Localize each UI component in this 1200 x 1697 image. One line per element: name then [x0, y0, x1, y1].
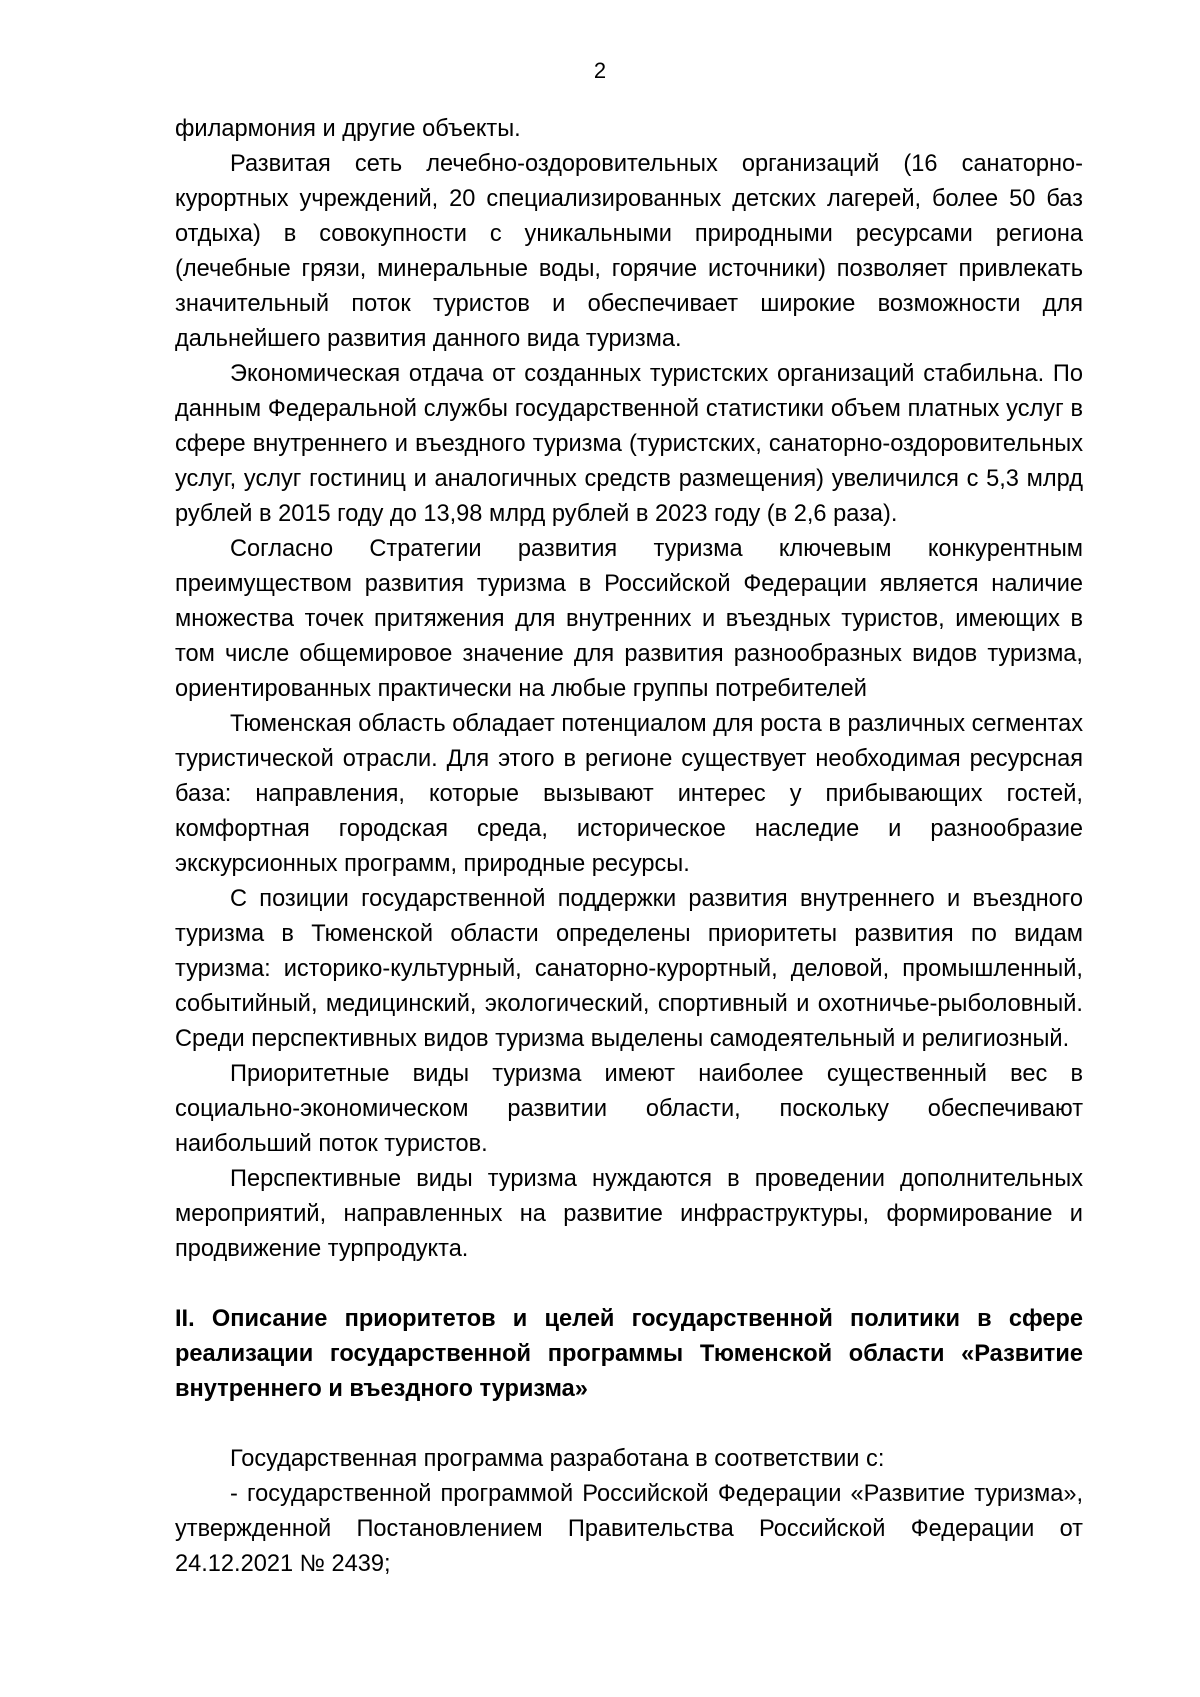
paragraph-economic-return: Экономическая отдача от созданных туристских организаций стабильна. По данным Федеральной службы государственной статистики объем платных услуг в сфере внутреннего и въездного туризма (туристских, санаторно-оздоровительных услуг, услуг гостиниц и аналогичных средств размещения) увеличился с 5,3 млрд рублей в 2015 году до 13,98 млрд рублей в 2023 году (в 2,6 раза). [175, 361, 1083, 527]
paragraph-strategy: Согласно Стратегии развития туризма ключевым конкурентным преимуществом развития туризма в Российской Федерации является наличие множества точек притяжения для внутренних и въездных туристов, имеющих в том числе общемировое значение для развития разнообразных видов туризма, ориентированных практически на любые группы потребителей [175, 536, 1083, 702]
paragraph-priority-types: Приоритетные виды туризма имеют наиболее существенный вес в социально-экономическом развитии области, поскольку обеспечивают наибольший поток туристов. [175, 1061, 1083, 1157]
section-intro: Государственная программа разработана в соответствии с: [230, 1446, 885, 1472]
paragraph-health-resorts: Развитая сеть лечебно-оздоровительных организаций (16 санаторно-курортных учреждений, 20 специализированных детских лагерей, более 50 баз отдыха) в совокупности с уникальными природными ресурсами региона (лечебные грязи, минеральные воды, горячие источники) позволяет привлекать значительный поток туристов и обеспечивает широкие возможности для дальнейшего развития данного вида туризма. [175, 151, 1083, 352]
paragraph-priorities: С позиции государственной поддержки развития внутреннего и въездного туризма в Тюменской области определены приоритеты развития по видам туризма: историко-культурный, санаторно-курортный, деловой, промышленный, событийный, медицинский, экологический, спортивный и охотничье-рыболовный. Среди перспективных видов туризма выделены самодеятельный и религиозный. [175, 886, 1083, 1052]
page-number: 2 [593, 58, 607, 83]
document-body [175, 112, 1083, 1582]
paragraph-continuation: филармония и другие объекты. [175, 116, 521, 142]
paragraph-prospective-types: Перспективные виды туризма нуждаются в проведении дополнительных мероприятий, направленных на развитие инфраструктуры, формирование и продвижение турпродукта. [175, 1166, 1083, 1262]
list-item-federal-program: - государственной программой Российской Федерации «Развитие туризма», утвержденной Постановлением Правительства Российской Федерации от 24.12.2021 № 2439; [175, 1481, 1083, 1577]
section-heading: II. Описание приоритетов и целей государственной политики в сфере реализации государственной программы Тюменской области «Развитие внутреннего и въездного туризма» [175, 1306, 1083, 1402]
paragraph-potential: Тюменская область обладает потенциалом для роста в различных сегментах туристической отрасли. Для этого в регионе существует необходимая ресурсная база: направления, которые вызывают интерес у прибывающих гостей, комфортная городская среда, историческое наследие и разнообразие экскурсионных программ, природные ресурсы. [175, 711, 1083, 877]
